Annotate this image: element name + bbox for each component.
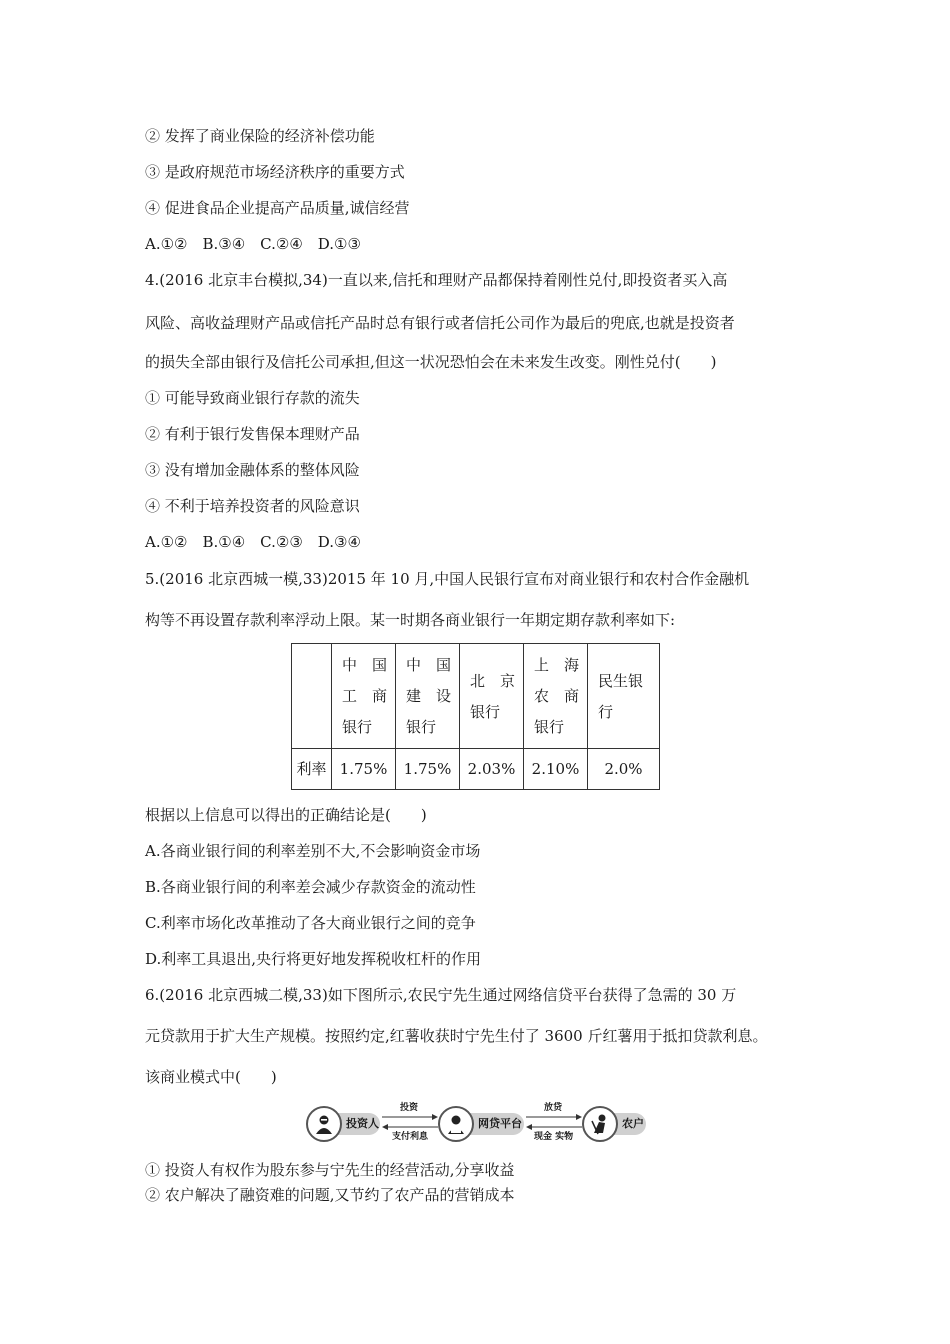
q5-prompt: 根据以上信息可以得出的正确结论是( ) [145,806,427,824]
answer-choices: A.①② B.③④ C.②④ D.①③ [145,235,361,253]
row-label: 利率 [292,749,332,790]
bank-name-line: 银行 [534,718,565,736]
bank-name-line: 农 商 [534,687,580,705]
bank-name-line: 中 国 [342,656,388,674]
bank-bob [460,644,524,749]
p2p-lending-diagram [306,1103,646,1143]
q4-stem-line2: 风险、高收益理财产品或信托产品时总有银行或者信托公司作为最后的兜底,也就是投资者 [145,314,735,332]
bank-name-line: 行 [598,702,614,721]
q5-option-a: A.各商业银行间的利率差别不大,不会影响资金市场 [145,842,481,860]
bank-name-line: 工 商 [342,687,388,705]
investor-label: 投资人 [346,1117,379,1130]
rate-cell: 1.75% [396,749,460,790]
q4-option-1: ① 可能导致商业银行存款的流失 [145,389,360,407]
bank-name-line: 银行 [470,702,501,721]
q5-option-b: B.各商业银行间的利率差会减少存款资金的流动性 [145,878,476,896]
farmer-label: 农户 [622,1117,644,1130]
q4-answer-choices: A.①② B.①④ C.②③ D.③④ [145,533,361,551]
platform-icon [438,1106,474,1142]
q4-stem-line1: 4.(2016 北京丰台模拟,34)一直以来,信托和理财产品都保持着刚性兑付,即投资者买入高 [145,271,728,289]
rate-cell: 2.03% [460,749,524,790]
table-corner-cell [292,644,332,749]
bank-ccb [396,644,460,749]
q6-stem-line3: 该商业模式中( ) [145,1068,277,1086]
q5-stem-line2: 构等不再设置存款利率浮动上限。某一时期各商业银行一年期定期存款利率如下: [145,611,676,629]
q6-stem-line1: 6.(2016 北京西城二模,33)如下图所示,农民宁先生通过网络信贷平台获得了急需的 30 万 [145,986,737,1004]
bank-icbc [332,644,396,749]
table-rate-row [292,749,660,790]
platform-label: 网贷平台 [478,1117,522,1130]
bank-name-line: 建 设 [406,687,452,705]
table-header-row [292,644,660,749]
q5-option-c: C.利率市场化改革推动了各大商业银行之间的竞争 [145,914,476,932]
bank-name-line: 上 海 [534,656,580,674]
q5-stem-line1: 5.(2016 北京西城一模,33)2015 年 10 月,中国人民银行宣布对商业银行和农村合作金融机 [145,570,750,588]
q4-option-2: ② 有利于银行发售保本理财产品 [145,425,360,443]
option-2: ② 发挥了商业保险的经济补偿功能 [145,127,375,145]
arrow-left-icon [526,1124,582,1130]
bank-name-line: 银行 [406,718,437,736]
q4-option-3: ③ 没有增加金融体系的整体风险 [145,461,360,479]
loan-label: 放贷 [544,1103,563,1113]
rate-cell: 2.10% [524,749,588,790]
rate-cell: 2.0% [588,749,660,790]
rate-cell: 1.75% [332,749,396,790]
bank-srcb [524,644,588,749]
option-4: ④ 促进食品企业提高产品质量,诚信经营 [145,199,410,217]
q4-option-4: ④ 不利于培养投资者的风险意识 [145,497,360,515]
bank-name-line: 银行 [342,718,373,736]
bank-name-line: 中 国 [406,656,452,674]
invest-label: 投资 [400,1103,419,1113]
investor-icon [306,1106,342,1142]
farmer-icon [582,1106,618,1142]
q4-stem-line3: 的损失全部由银行及信托公司承担,但这一状况恐怕会在未来发生改变。刚性兑付( ) [145,353,717,371]
arrow-right-icon [382,1114,438,1120]
interest-rate-table [291,643,660,790]
arrow-left-icon [382,1124,438,1130]
q6-stem-line2: 元贷款用于扩大生产规模。按照约定,红薯收获时宁先生付了 3600 斤红薯用于抵扣贷款利息。 [145,1027,768,1045]
arrow-right-icon [526,1114,582,1120]
option-3: ③ 是政府规范市场经济秩序的重要方式 [145,163,405,181]
q6-option-1: ① 投资人有权作为股东参与宁先生的经营活动,分享收益 [145,1161,515,1179]
bank-name-line: 北 京 [470,671,516,690]
q5-option-d: D.利率工具退出,央行将更好地发挥税收杠杆的作用 [145,950,482,968]
q6-option-2: ② 农户解决了融资难的问题,又节约了农产品的营销成本 [145,1186,515,1204]
cash-goods-label: 现金 实物 [534,1132,574,1142]
bank-name-line: 民生银 [598,671,644,690]
bank-cmbc [588,644,660,749]
pay-interest-label: 支付利息 [392,1132,429,1142]
